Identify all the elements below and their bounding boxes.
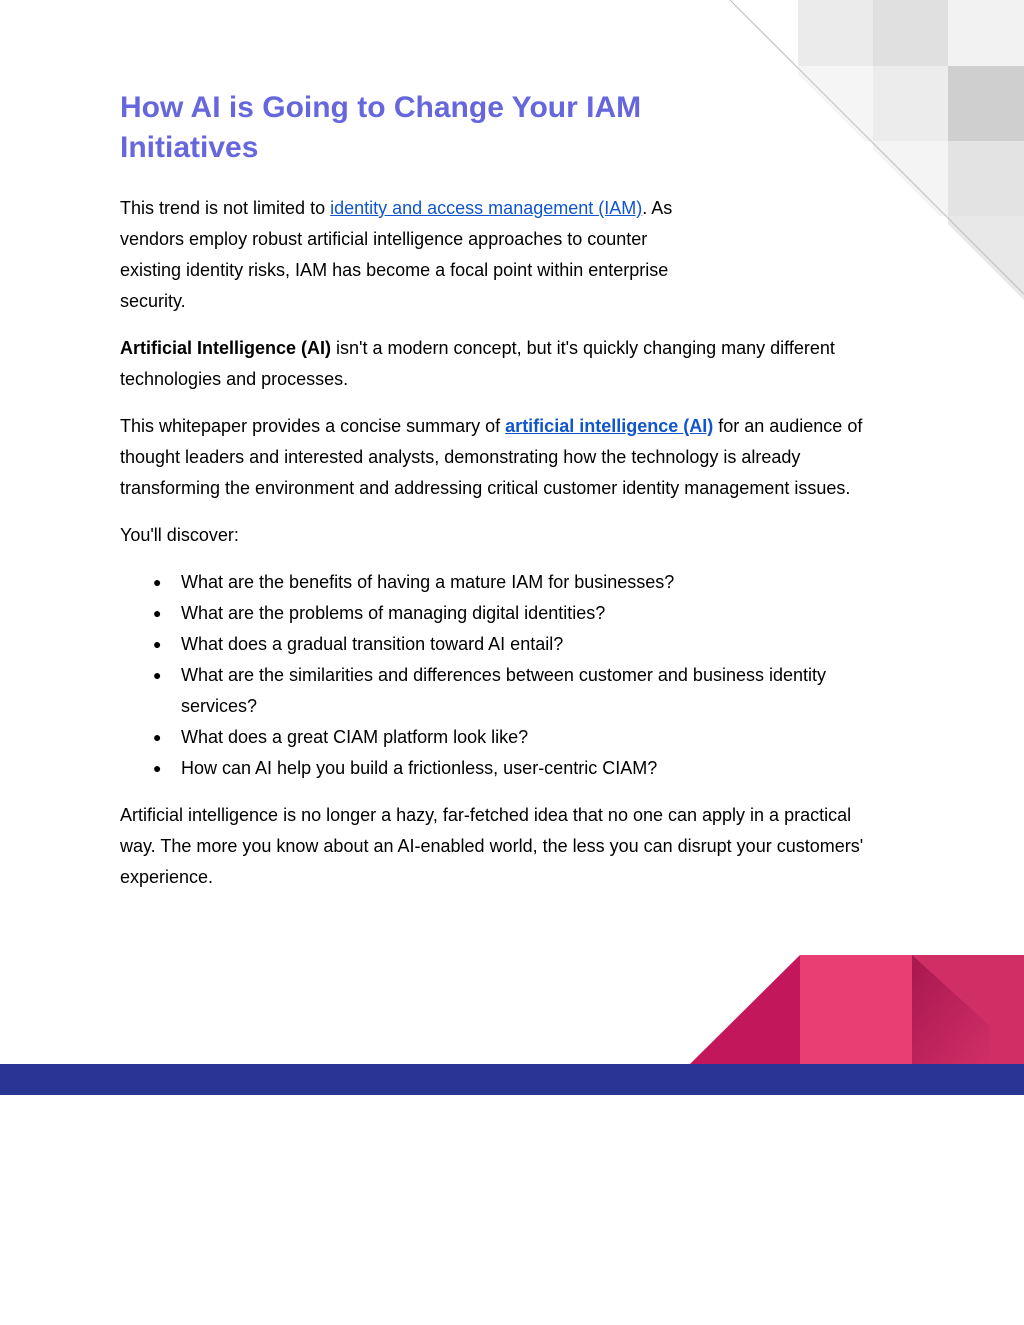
whitepaper-paragraph [120, 411, 890, 504]
iam-link[interactable]: identity and access management (IAM) [330, 198, 643, 218]
bullet-icon: ● [153, 605, 162, 621]
list-item-text: What are the benefits of having a mature IAM for businesses? [181, 572, 675, 592]
document-body [120, 88, 890, 893]
bullet-icon: ● [153, 574, 162, 590]
list-item-text: What are the problems of managing digital identities? [181, 603, 606, 623]
whitepaper-text-start: This whitepaper provides a concise summary of [120, 416, 506, 436]
ai-paragraph [120, 333, 890, 395]
footer-band-decoration [0, 950, 1024, 1100]
discover-label: You'll discover: [120, 525, 239, 545]
bullet-icon: ● [153, 729, 162, 745]
page-title: How AI is Going to Change Your IAM Initiatives [120, 91, 642, 164]
bullet-icon: ● [153, 760, 162, 776]
intro-paragraph [120, 193, 705, 317]
intro-text-end: . As vendors employ robust artificial intelligence approaches to counter existing identity risks, IAM has become a focal point within enterprise security. [120, 198, 673, 311]
list-item-text: What does a great CIAM platform look like? [181, 727, 529, 747]
bullet-icon: ● [153, 636, 162, 652]
list-item [120, 753, 890, 784]
intro-text-start: This trend is not limited to [120, 198, 331, 218]
bullet-icon: ● [153, 667, 162, 683]
list-item [120, 722, 890, 753]
list-item [120, 567, 890, 598]
whitepaper-text-end: for an audience of thought leaders and interested analysts, demonstrating how the technology is already transforming the environment and addressing critical customer identity management issues. [120, 416, 863, 498]
list-item [120, 629, 890, 660]
discover-list [120, 567, 890, 784]
ai-bold-term: Artificial Intelligence (AI) [120, 338, 332, 358]
list-item-text: How can AI help you build a frictionless, user-centric CIAM? [181, 758, 658, 778]
list-item [120, 660, 890, 722]
list-item-text: What are the similarities and differences between customer and business identity services? [181, 665, 827, 716]
list-item [120, 598, 890, 629]
closing-paragraph: Artificial intelligence is no longer a hazy, far-fetched idea that no one can apply in a practical way. The more you know about an AI-enabled world, the less you can disrupt your customers' experience. [120, 805, 864, 887]
list-item-text: What does a gradual transition toward AI entail? [181, 634, 564, 654]
ai-paragraph-text: isn't a modern concept, but it's quickly changing many different technologies and processes. [120, 338, 835, 389]
ai-link[interactable]: artificial intelligence (AI) [505, 416, 714, 436]
